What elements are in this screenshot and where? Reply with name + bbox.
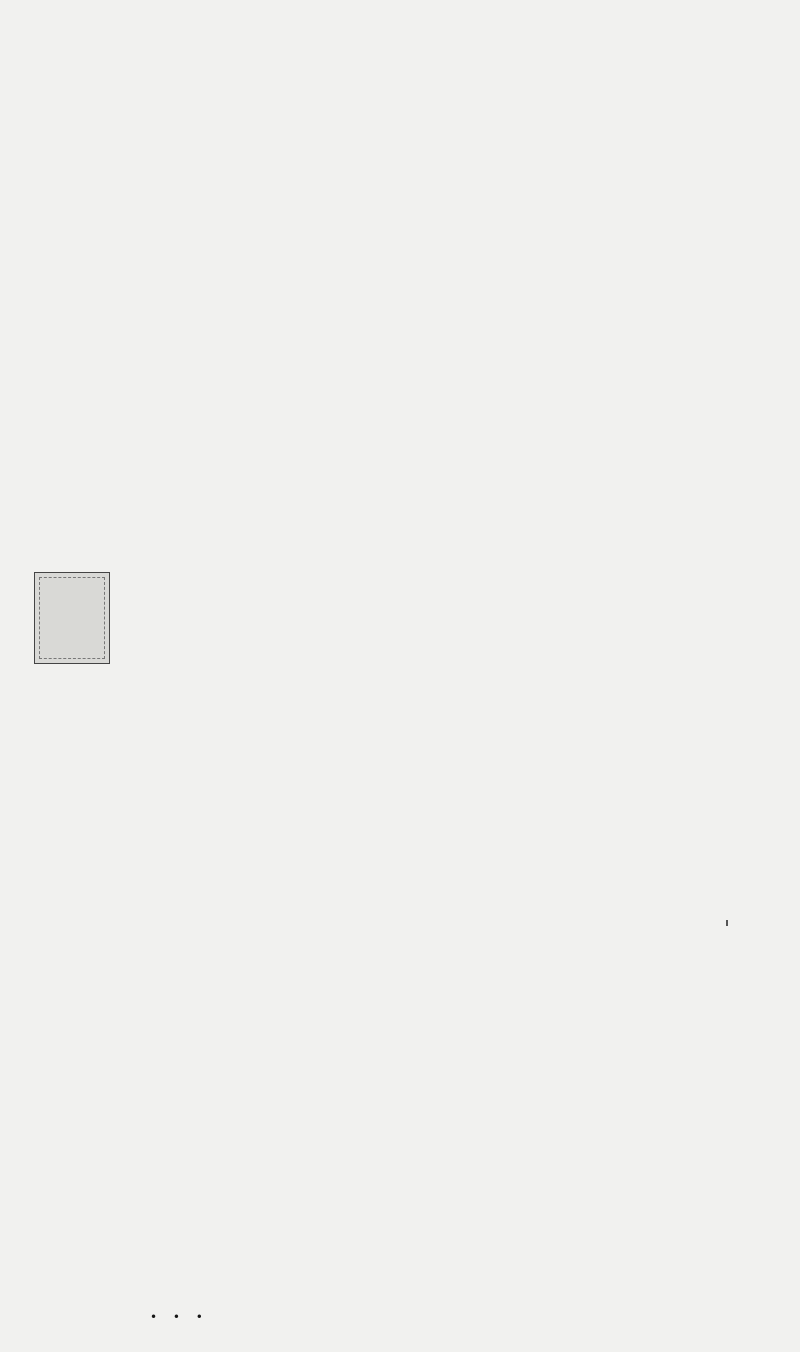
initial-ornament [39, 577, 105, 659]
decorated-initial [34, 572, 110, 664]
running-header [0, 14, 800, 48]
margin-mark [726, 920, 728, 926]
bleed-through-marks: • • • [150, 1310, 209, 1324]
